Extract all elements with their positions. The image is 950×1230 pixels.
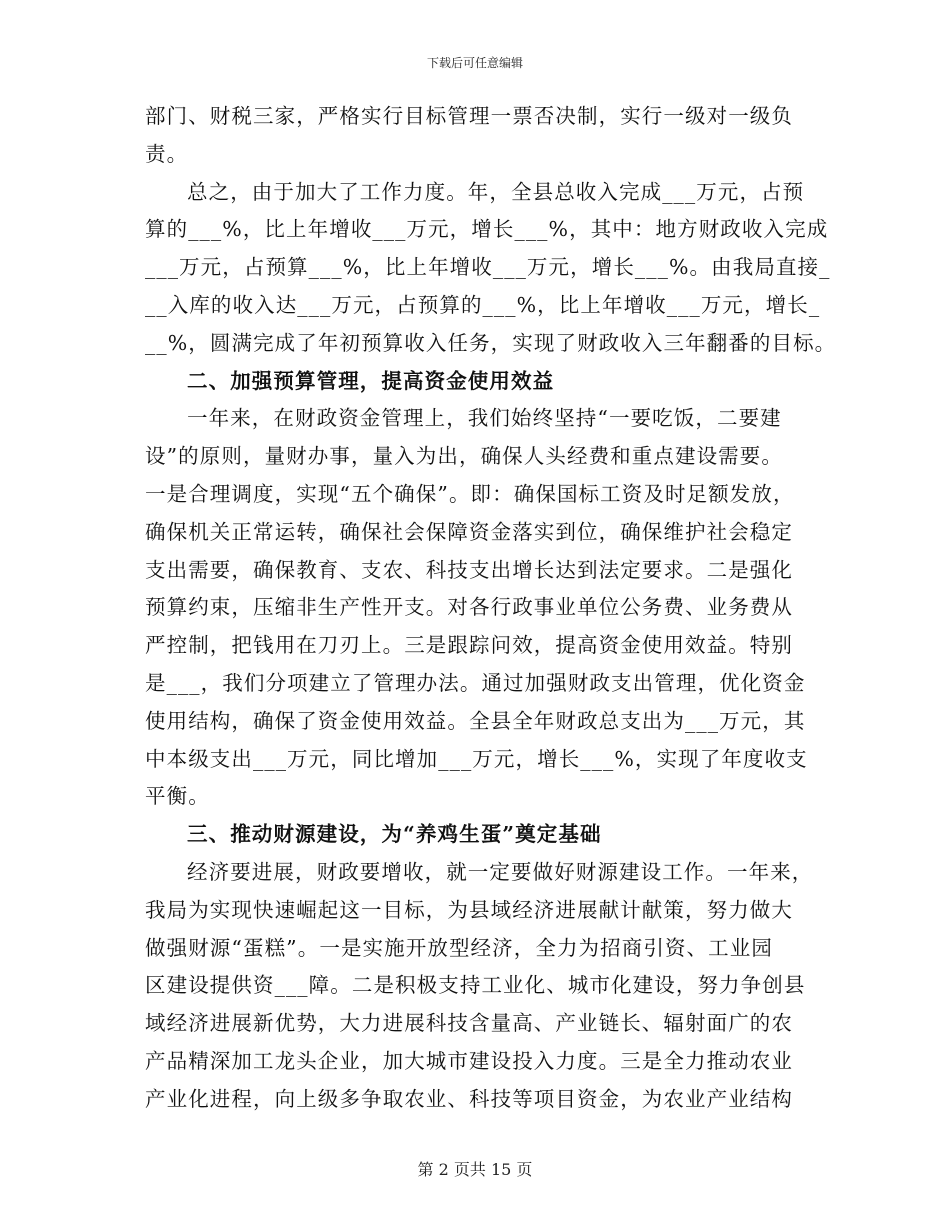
paragraph-line: 部门、财税三家，严格实行目标管理一票否决制，实行一级对一级负 <box>145 104 793 128</box>
paragraph-line: 做强财源“蛋糕”。一是实施开放型经济，全力为招商引资、工业园 <box>145 935 773 960</box>
paragraph-line: 总之，由于加大了工作力度。年，全县总收入完成___万元，占预 <box>187 179 805 204</box>
paragraph-line: 使用结构，确保了资金使用效益。全县全年财政总支出为___万元，其 <box>145 708 806 733</box>
paragraph-line: 一年来，在财政资金管理上，我们始终坚持“一要吃饭，二要建 <box>187 406 782 431</box>
paragraph-line: ___万元，占预算___%，比上年增收___万元，增长___%。由我局直接_ <box>145 255 831 280</box>
paragraph-line: 产品精深加工龙头企业，加大城市建设投入力度。三是全力推动农业 <box>145 1048 793 1073</box>
document-body <box>145 98 837 1119</box>
paragraph-line: 设”的原则，量财办事，量入为出，确保人头经费和重点建设需要。 <box>145 444 783 469</box>
paragraph-line: 是___，我们分项建立了管理办法。通过加强财政支出管理，优化资金 <box>145 670 806 695</box>
page-header: 下载后可任意编辑 <box>426 56 523 70</box>
paragraph-line: 我局为实现快速崛起这一目标，为县域经济进展献计献策，努力做大 <box>145 897 793 922</box>
paragraph-line: 域经济进展新优势，大力进展科技含量高、产业链长、辐射面广的农 <box>145 1011 793 1036</box>
paragraph-line: 责。 <box>145 141 189 166</box>
paragraph-line: 支出需要，确保教育、支农、科技支出增长达到法定要求。二是强化 <box>145 557 793 582</box>
paragraph-line: 预算约束，压缩非生产性开支。对各行政事业单位公务费、业务费从 <box>145 595 793 620</box>
paragraph-line: 中本级支出___万元，同比增加___万元，增长___%，实现了年度收支 <box>145 746 808 771</box>
paragraph-line: __%，圆满完成了年初预算收入任务，实现了财政收入三年翻番的目标。 <box>145 330 837 355</box>
paragraph-line: 严控制，把钱用在刀刃上。三是跟踪问效，提高资金使用效益。特别 <box>145 633 793 658</box>
paragraph-line: 确保机关正常运转，确保社会保障资金落实到位，确保维护社会稳定 <box>145 519 793 544</box>
paragraph-line: __入库的收入达___万元，占预算的___%，比上年增收___万元，增长_ <box>145 292 821 317</box>
section-heading: 二、加强预算管理，提高资金使用效益 <box>187 368 555 393</box>
section-heading: 三、推动财源建设，为“养鸡生蛋”奠定基础 <box>187 822 602 847</box>
paragraph-line: 算的___%，比上年增收___万元，增长___%，其中：地方财政收入完成 <box>145 217 829 242</box>
paragraph-line: 一是合理调度，实现“五个确保”。即：确保国标工资及时足额发放， <box>145 481 795 506</box>
paragraph-line: 平衡。 <box>145 784 210 809</box>
paragraph-line: 区建设提供资___障。二是积极支持工业化、城市化建设，努力争创县 <box>145 973 806 998</box>
paragraph-line: 产业化进程，向上级多争取农业、科技等项目资金，为农业产业结构 <box>145 1086 793 1111</box>
paragraph-line: 经济要进展，财政要增收，就一定要做好财源建设工作。一年来， <box>187 859 814 884</box>
page-footer: 第 2 页共 15 页 <box>417 1160 533 1179</box>
